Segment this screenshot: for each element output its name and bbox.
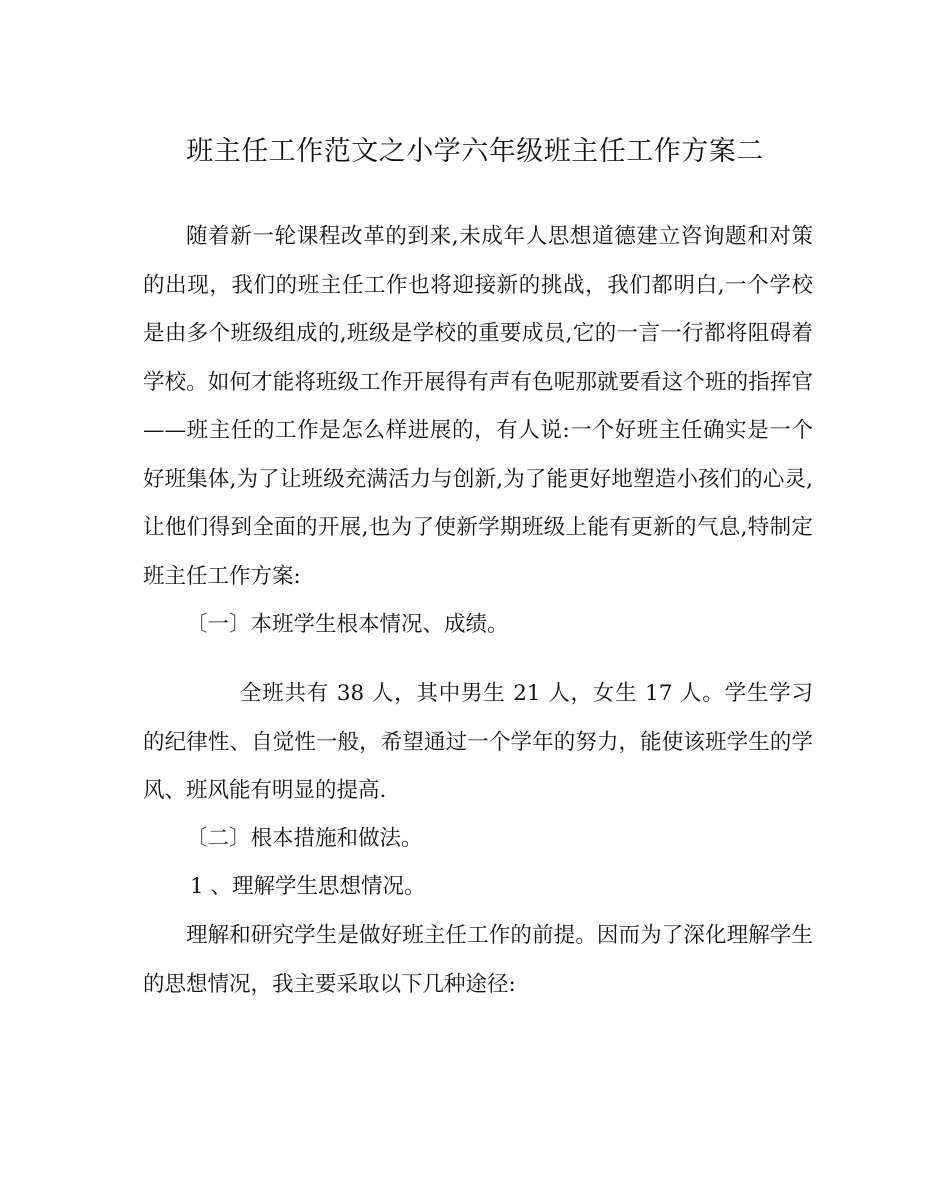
class-stats-paragraph: 全班共有 38 人，其中男生 21 人，女生 17 人。学生学习的纪律性、自觉性一般，希望通过一个学年的努力，能使该班学生的学风、班风能有明显的提高. — [143, 681, 813, 803]
page-title: 班主任工作范文之小学六年级班主任工作方案二 — [186, 136, 764, 167]
section-heading-measures: 〔二〕根本措施和做法。 — [186, 826, 423, 851]
item-heading-understand-students: 1 、理解学生思想情况。 — [190, 874, 426, 899]
section-heading-basic-situation: 〔一〕本班学生根本情况、成绩。 — [186, 612, 509, 637]
understand-students-paragraph: 理解和研究学生是做好班主任工作的前提。因而为了深化理解学生的思想情况，我主要采取以下几种途径: — [143, 923, 813, 997]
intro-paragraph: 随着新一轮课程改革的到来,未成年人思想道德建立咨询题和对策的出现，我们的班主任工作也将迎接新的挑战，我们都明白,一个学校是由多个班级组成的,班级是学校的重要成员,它的一言一行都将阻碍着学校。如何才能将班级工作开展得有声有色呢那就要看这个班的指挥官——班主任的工作是怎么样进展的，有人说:一个好班主任确实是一个好班集体,为了让班级充满活力与创新,为了能更好地塑造小孩们的心灵,让他们得到全面的开展,也为了使新学期班级上能有更新的气息,特制定班主任工作方案: — [143, 224, 813, 589]
